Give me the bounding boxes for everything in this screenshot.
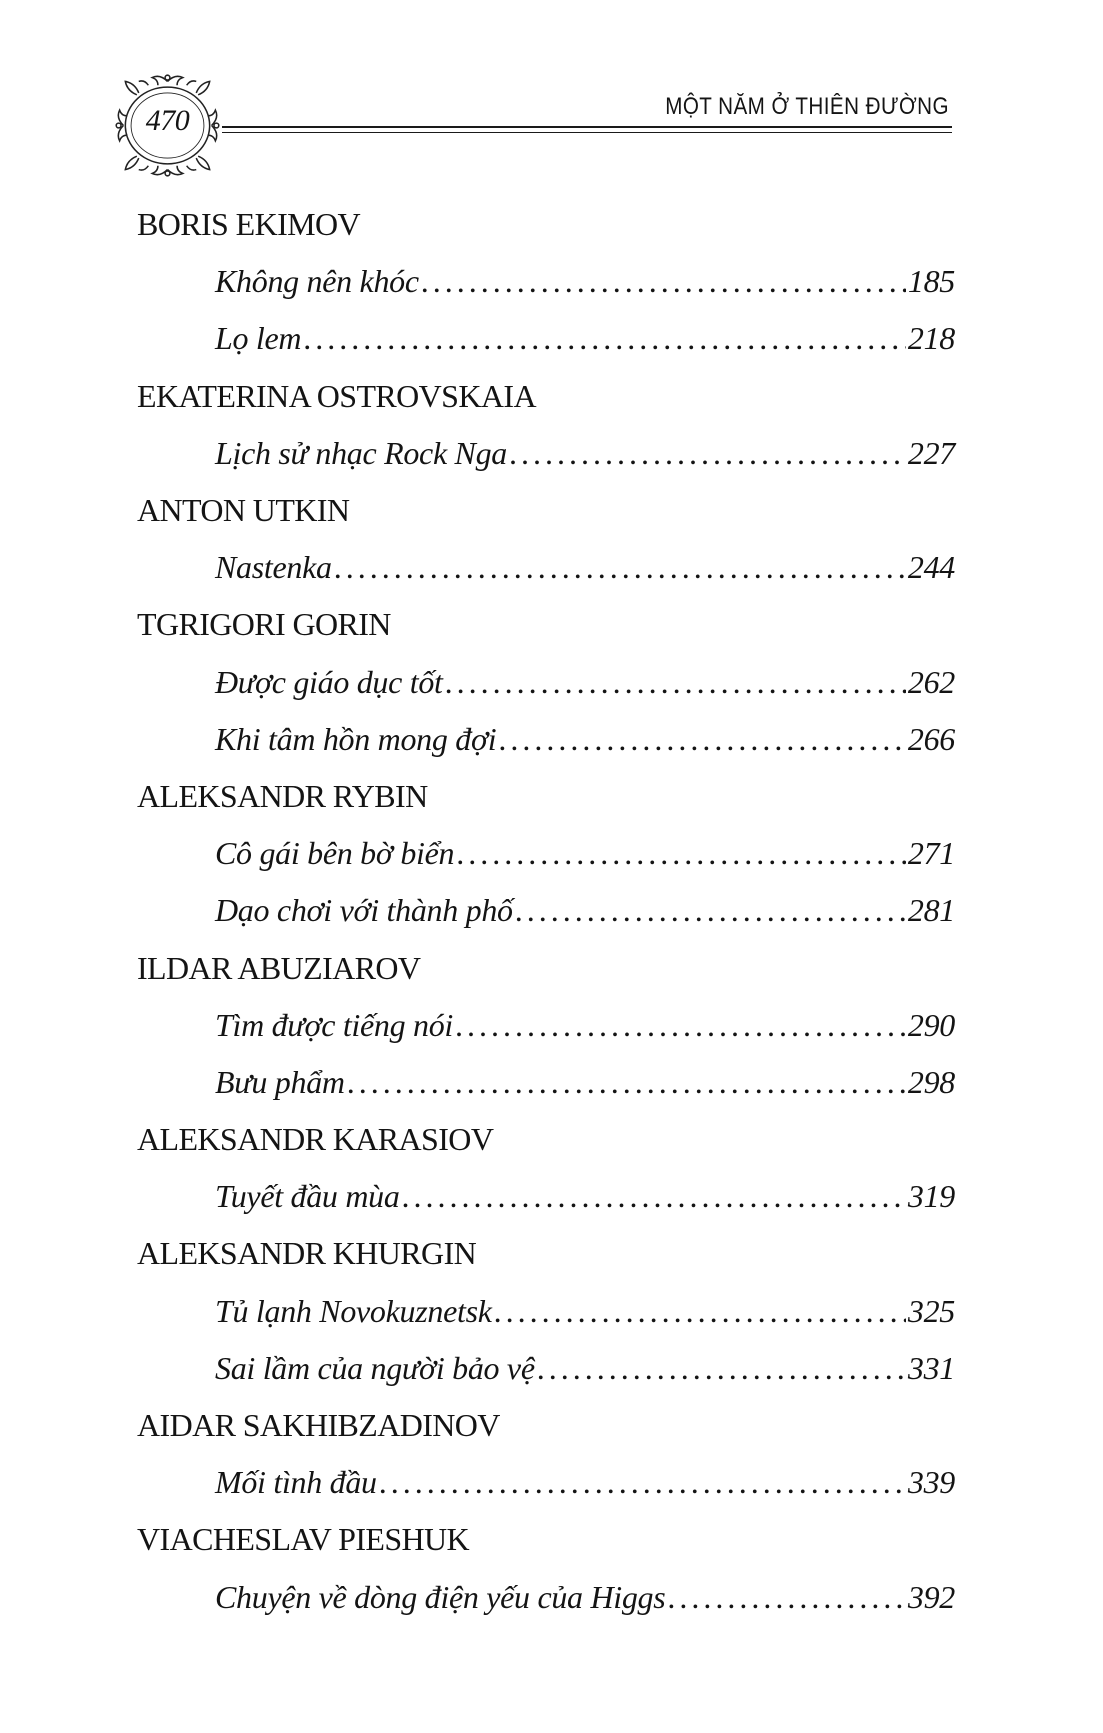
toc-entry-page: 218 <box>907 320 955 357</box>
toc-entry-title: Được giáo dục tốt <box>215 663 443 700</box>
toc-author: ILDAR ABUZIAROV <box>137 949 421 986</box>
toc-entry-title: Dạo chơi với thành phố <box>215 892 513 929</box>
dot-leader <box>303 320 906 357</box>
toc-entry-page: 262 <box>907 663 955 700</box>
toc-entry[interactable] <box>137 1569 955 1626</box>
toc-entry-page: 290 <box>907 1006 955 1043</box>
toc-entry-page: 325 <box>907 1292 955 1329</box>
dot-leader <box>334 549 906 586</box>
toc-entry-page: 281 <box>907 892 955 929</box>
toc-author: ALEKSANDR KHURGIN <box>137 1235 477 1272</box>
toc-entry[interactable] <box>137 711 955 768</box>
dot-leader <box>402 1178 906 1215</box>
dot-leader <box>667 1579 905 1616</box>
table-of-contents <box>137 196 955 1626</box>
page-number: 470 <box>145 104 190 137</box>
toc-entry[interactable] <box>137 425 955 482</box>
toc-entry[interactable] <box>137 1283 955 1340</box>
toc-author: ALEKSANDR RYBIN <box>137 777 428 814</box>
toc-entry-title: Lọ lem <box>215 320 302 357</box>
page-header <box>0 0 1103 200</box>
toc-entry-page: 298 <box>907 1063 955 1100</box>
toc-entry[interactable] <box>137 997 955 1054</box>
toc-entry[interactable] <box>137 882 955 939</box>
dot-leader <box>537 1350 906 1387</box>
toc-entry-page: 266 <box>907 720 955 757</box>
toc-entry-title: Lịch sử nhạc Rock Nga <box>215 434 507 471</box>
toc-entry-page: 319 <box>907 1178 955 1215</box>
toc-entry[interactable] <box>137 1054 955 1111</box>
toc-entry-page: 339 <box>907 1464 955 1501</box>
toc-entry[interactable] <box>137 825 955 882</box>
toc-entry-title: Mối tình đầu <box>215 1464 377 1501</box>
toc-entry-title: Khi tâm hồn mong đợi <box>215 720 497 757</box>
dot-leader <box>455 1007 906 1044</box>
toc-author: EKATERINA OSTROVSKAIA <box>137 377 536 414</box>
toc-author: AIDAR SAKHIBZADINOV <box>137 1407 500 1444</box>
dot-leader <box>498 721 906 758</box>
toc-entry-page: 392 <box>907 1578 955 1615</box>
dot-leader <box>379 1464 906 1501</box>
toc-entry[interactable] <box>137 253 955 310</box>
toc-entry[interactable] <box>137 310 955 367</box>
dot-leader <box>445 664 906 701</box>
toc-entry[interactable] <box>137 654 955 711</box>
toc-entry-title: Cô gái bên bờ biển <box>215 835 455 872</box>
header-rule <box>222 126 952 128</box>
dot-leader <box>494 1293 906 1330</box>
dot-leader <box>347 1064 906 1101</box>
dot-leader <box>456 835 906 872</box>
toc-author: BORIS EKIMOV <box>137 206 361 243</box>
toc-entry-page: 244 <box>907 549 955 586</box>
toc-entry-page: 331 <box>907 1349 955 1386</box>
toc-entry[interactable] <box>137 1340 955 1397</box>
toc-entry[interactable] <box>137 1454 955 1511</box>
toc-entry[interactable] <box>137 1168 955 1225</box>
dot-leader <box>421 263 906 300</box>
toc-entry-title: Nastenka <box>215 549 332 586</box>
toc-author: VIACHESLAV PIESHUK <box>137 1521 470 1558</box>
dot-leader <box>515 892 906 929</box>
toc-entry-title: Tủ lạnh Novokuznetsk <box>215 1292 492 1329</box>
toc-entry-title: Tìm được tiếng nói <box>215 1006 454 1043</box>
toc-author: TGRIGORI GORIN <box>137 606 391 643</box>
toc-entry-title: Không nên khóc <box>215 263 419 300</box>
toc-entry-title: Sai lầm của người bảo vệ <box>215 1349 535 1386</box>
toc-entry-title: Chuyện về dòng điện yếu của Higgs <box>215 1578 666 1615</box>
toc-author: ANTON UTKIN <box>137 492 350 529</box>
toc-entry-title: Bưu phẩm <box>215 1063 345 1100</box>
toc-entry-page: 227 <box>907 434 955 471</box>
toc-entry-page: 185 <box>907 263 955 300</box>
toc-entry-title: Tuyết đầu mùa <box>215 1178 400 1215</box>
dot-leader <box>509 435 906 472</box>
header-rule-thin <box>222 132 952 133</box>
toc-entry[interactable] <box>137 539 955 596</box>
toc-author: ALEKSANDR KARASIOV <box>137 1121 494 1158</box>
running-title: MỘT NĂM Ở THIÊN ĐƯỜNG <box>665 93 949 120</box>
toc-entry-page: 271 <box>907 835 955 872</box>
